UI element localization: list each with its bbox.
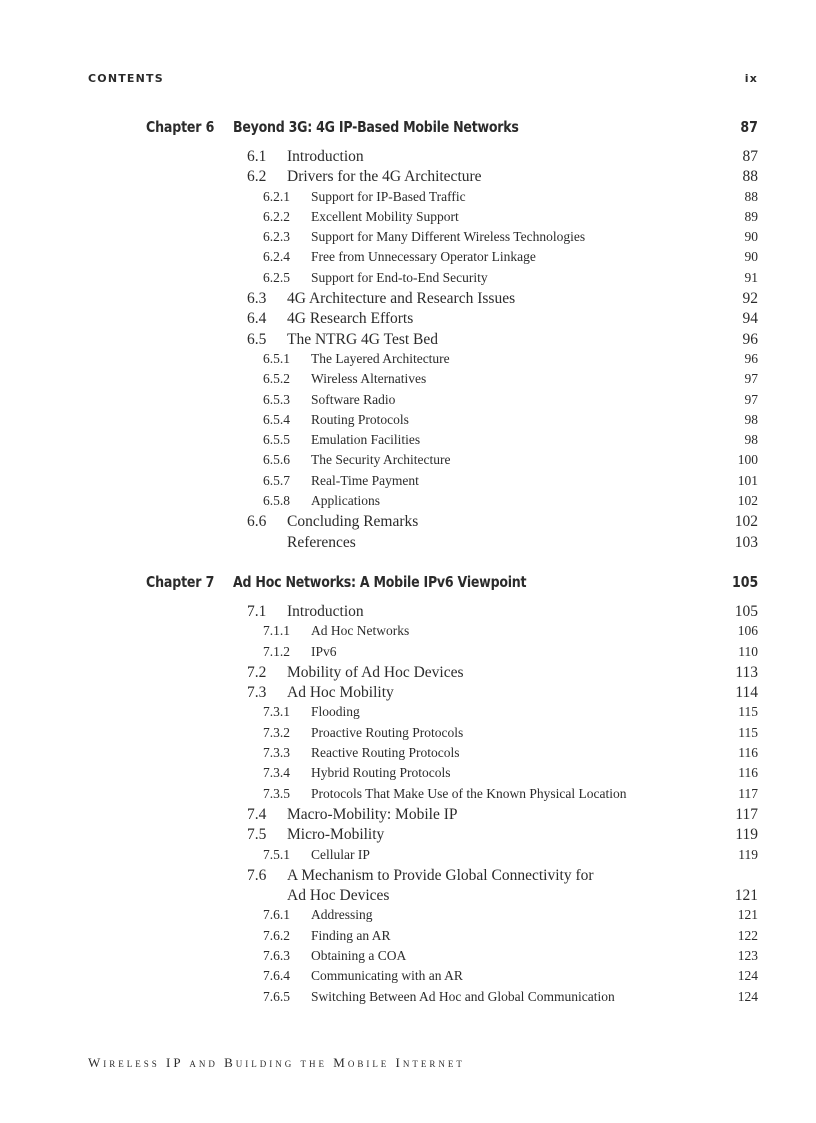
entry-title: Ad Hoc Devices [287,887,390,905]
toc-entry[interactable] [0,371,816,391]
toc-entry[interactable] [0,249,816,269]
toc-entry[interactable] [0,534,816,554]
entry-title: Drivers for the 4G Architecture [287,168,482,186]
entry-page-number: 97 [744,391,758,407]
toc-entry[interactable] [0,745,816,765]
chapter-heading [0,118,816,148]
toc-entry[interactable] [0,644,816,664]
toc-entry[interactable] [0,684,816,704]
entry-title: Protocols That Make Use of the Known Physical Location [311,785,627,801]
entry-page-number: 115 [738,724,758,740]
toc-entry[interactable] [0,189,816,209]
running-head-page-number: ix [744,72,758,85]
entry-title: Flooding [311,704,360,720]
entry-title: Ad Hoc Networks [311,623,410,639]
entry-page-number: 119 [735,826,758,844]
entry-number: 7.6.1 [263,907,290,923]
entry-title: 4G Research Efforts [287,310,414,328]
entry-title: Mobility of Ad Hoc Devices [287,663,464,681]
entry-page-number: 96 [742,330,758,348]
toc-entry[interactable] [0,603,816,623]
entry-page-number: 100 [737,452,758,468]
entry-number: 7.6.4 [263,968,290,984]
entry-number: 6.5.4 [263,411,290,427]
entry-number: 6.2.2 [263,208,290,224]
entry-title: Addressing [311,907,373,923]
entry-page-number: 90 [744,229,758,245]
entry-title: Communicating with an AR [311,968,463,984]
entry-title: Support for Many Different Wireless Technologies [311,229,586,245]
toc-entry[interactable] [0,331,816,351]
toc-entry[interactable] [0,351,816,371]
chapter-label: Chapter 6 [146,118,215,136]
entry-page-number: 89 [744,208,758,224]
entry-number: 6.1 [247,148,267,165]
entry-number: 6.6 [247,513,267,531]
entry-page-number: 122 [737,927,758,943]
entry-page-number: 121 [737,907,758,923]
chapter-title: Beyond 3G: 4G IP-Based Mobile Networks [233,118,519,136]
entry-page-number: 114 [735,684,758,702]
entry-page-number: 106 [737,623,758,639]
entry-page-number: 105 [734,603,758,620]
entry-title: Excellent Mobility Support [311,208,459,224]
toc-entry[interactable] [0,725,816,745]
toc-entry[interactable] [0,168,816,188]
chapter-7-entries [0,603,816,1009]
toc-entry[interactable] [0,664,816,684]
entry-title: Finding an AR [311,927,391,943]
entry-number: 7.5.1 [263,846,290,862]
entry-page-number: 124 [737,968,758,984]
entry-page-number: 110 [738,643,758,659]
entry-number: 7.6.5 [263,988,290,1004]
toc-entry[interactable] [0,148,816,168]
entry-number: 7.4 [247,805,267,823]
entry-title: The Security Architecture [311,452,451,468]
entry-number: 7.1.2 [263,643,290,659]
entry-number: 7.3.2 [263,724,290,740]
toc-entry[interactable] [0,989,816,1009]
entry-page-number: 113 [735,663,758,681]
chapter-6-entries [0,148,816,554]
toc-entry[interactable] [0,928,816,948]
toc-entry[interactable] [0,826,816,846]
entry-page-number: 98 [744,432,758,448]
entry-page-number: 88 [744,188,758,204]
toc-entry[interactable] [0,968,816,988]
toc-entry[interactable] [0,493,816,513]
entry-number: 7.6.3 [263,948,290,964]
entry-number: 7.3.5 [263,785,290,801]
toc-entry[interactable] [0,623,816,643]
entry-page-number: 123 [737,948,758,964]
entry-page-number: 97 [744,371,758,387]
chapter-label: Chapter 7 [146,573,215,591]
running-footer: Wireless IP and Building the Mobile Internet [88,1055,465,1070]
toc-entry[interactable] [0,392,816,412]
entry-title: Concluding Remarks [287,513,419,531]
entry-title: Routing Protocols [311,411,409,427]
entry-number: 7.1.1 [263,623,290,639]
entry-number: 6.2.4 [263,249,290,265]
entry-title: Support for End-to-End Security [311,269,488,285]
entry-number: 6.5.1 [263,350,290,366]
toc-entry[interactable] [0,290,816,310]
entry-title: Cellular IP [311,846,370,862]
chapter-page-number: 87 [740,118,758,136]
toc-entry[interactable] [0,452,816,472]
entry-title: Applications [311,493,380,509]
entry-title: Free from Unnecessary Operator Linkage [311,249,536,265]
entry-title: The NTRG 4G Test Bed [287,330,439,348]
chapter-title: Ad Hoc Networks: A Mobile IPv6 Viewpoint [233,573,527,591]
entry-page-number: 102 [734,513,758,531]
chapter-heading [0,573,816,603]
entry-page-number: 124 [737,988,758,1004]
entry-number: 7.3.1 [263,704,290,720]
toc-entry[interactable] [0,765,816,785]
entry-page-number: 116 [738,765,758,781]
entry-number: 6.5.3 [263,391,290,407]
entry-number: 7.2 [247,663,267,681]
running-head [88,72,758,88]
entry-number: 6.5.8 [263,493,290,509]
toc-entry[interactable] [0,887,816,907]
running-head-title: CONTENTS [88,72,164,85]
entry-page-number: 90 [744,249,758,265]
entry-number: 7.3.4 [263,765,290,781]
entry-page-number: 116 [738,745,758,761]
entry-title: Introduction [287,148,364,165]
entry-page-number: 87 [742,148,758,165]
entry-number: 6.2.5 [263,269,290,285]
chapter-7-section [0,573,816,1009]
entry-number: 7.6.2 [263,927,290,943]
toc-entry[interactable] [0,704,816,724]
entry-number: 6.5 [247,330,267,348]
entry-page-number: 94 [742,310,758,328]
entry-page-number: 117 [735,805,758,823]
toc-entry[interactable] [0,948,816,968]
toc-entry[interactable] [0,473,816,493]
entry-number: 6.3 [247,290,267,308]
entry-title: IPv6 [311,643,337,659]
entry-title: Macro-Mobility: Mobile IP [287,805,458,823]
entry-page-number: 117 [738,785,758,801]
entry-page-number: 121 [734,887,758,905]
toc-entry[interactable] [0,513,816,533]
toc-entry[interactable] [0,907,816,927]
entry-title: The Layered Architecture [311,350,450,366]
entry-title: 4G Architecture and Research Issues [287,290,516,308]
entry-title: Wireless Alternatives [311,371,427,387]
toc-entry[interactable] [0,806,816,826]
toc-entry[interactable] [0,847,816,867]
entry-title: Introduction [287,603,364,620]
toc-entry[interactable] [0,786,816,806]
entry-title: Switching Between Ad Hoc and Global Communication [311,988,615,1004]
toc-entry[interactable] [0,229,816,249]
entry-number: 7.1 [247,603,267,620]
entry-title: Proactive Routing Protocols [311,724,464,740]
entry-page-number: 103 [734,533,758,551]
toc-entry[interactable] [0,270,816,290]
entry-page-number: 101 [737,472,758,488]
entry-number: 7.3.3 [263,745,290,761]
entry-number: 7.5 [247,826,267,844]
entry-page-number: 102 [737,493,758,509]
toc-entry[interactable] [0,310,816,330]
toc-entry[interactable] [0,867,816,887]
entry-title: Hybrid Routing Protocols [311,765,451,781]
entry-page-number: 91 [744,269,758,285]
entry-title: Micro-Mobility [287,826,385,844]
entry-title: Software Radio [311,391,396,407]
entry-title: A Mechanism to Provide Global Connectivity for [287,866,594,884]
entry-title: Real-Time Payment [311,472,419,488]
entry-number: 6.5.2 [263,371,290,387]
entry-number: 6.4 [247,310,267,328]
entry-number: 6.5.5 [263,432,290,448]
entry-title: Emulation Facilities [311,432,421,448]
entry-page-number: 88 [742,168,758,186]
entry-title: Ad Hoc Mobility [287,684,394,702]
entry-page-number: 92 [742,290,758,308]
entry-number: 7.6 [247,866,267,884]
entry-title: Obtaining a COA [311,948,407,964]
entry-page-number: 119 [738,846,758,862]
entry-page-number: 98 [744,411,758,427]
entry-number: 6.5.7 [263,472,290,488]
chapter-page-number: 105 [731,573,758,591]
entry-page-number: 96 [744,350,758,366]
entry-number: 6.5.6 [263,452,290,468]
toc-entry[interactable] [0,412,816,432]
entry-page-number: 115 [738,704,758,720]
entry-number: 6.2.1 [263,188,290,204]
entry-number: 6.2.3 [263,229,290,245]
toc-entry[interactable] [0,432,816,452]
chapter-6-section [0,118,816,554]
entry-title: References [287,533,356,551]
entry-title: Support for IP-Based Traffic [311,188,466,204]
entry-title: Reactive Routing Protocols [311,745,460,761]
entry-number: 7.3 [247,684,267,702]
toc-entry[interactable] [0,209,816,229]
entry-number: 6.2 [247,168,267,186]
